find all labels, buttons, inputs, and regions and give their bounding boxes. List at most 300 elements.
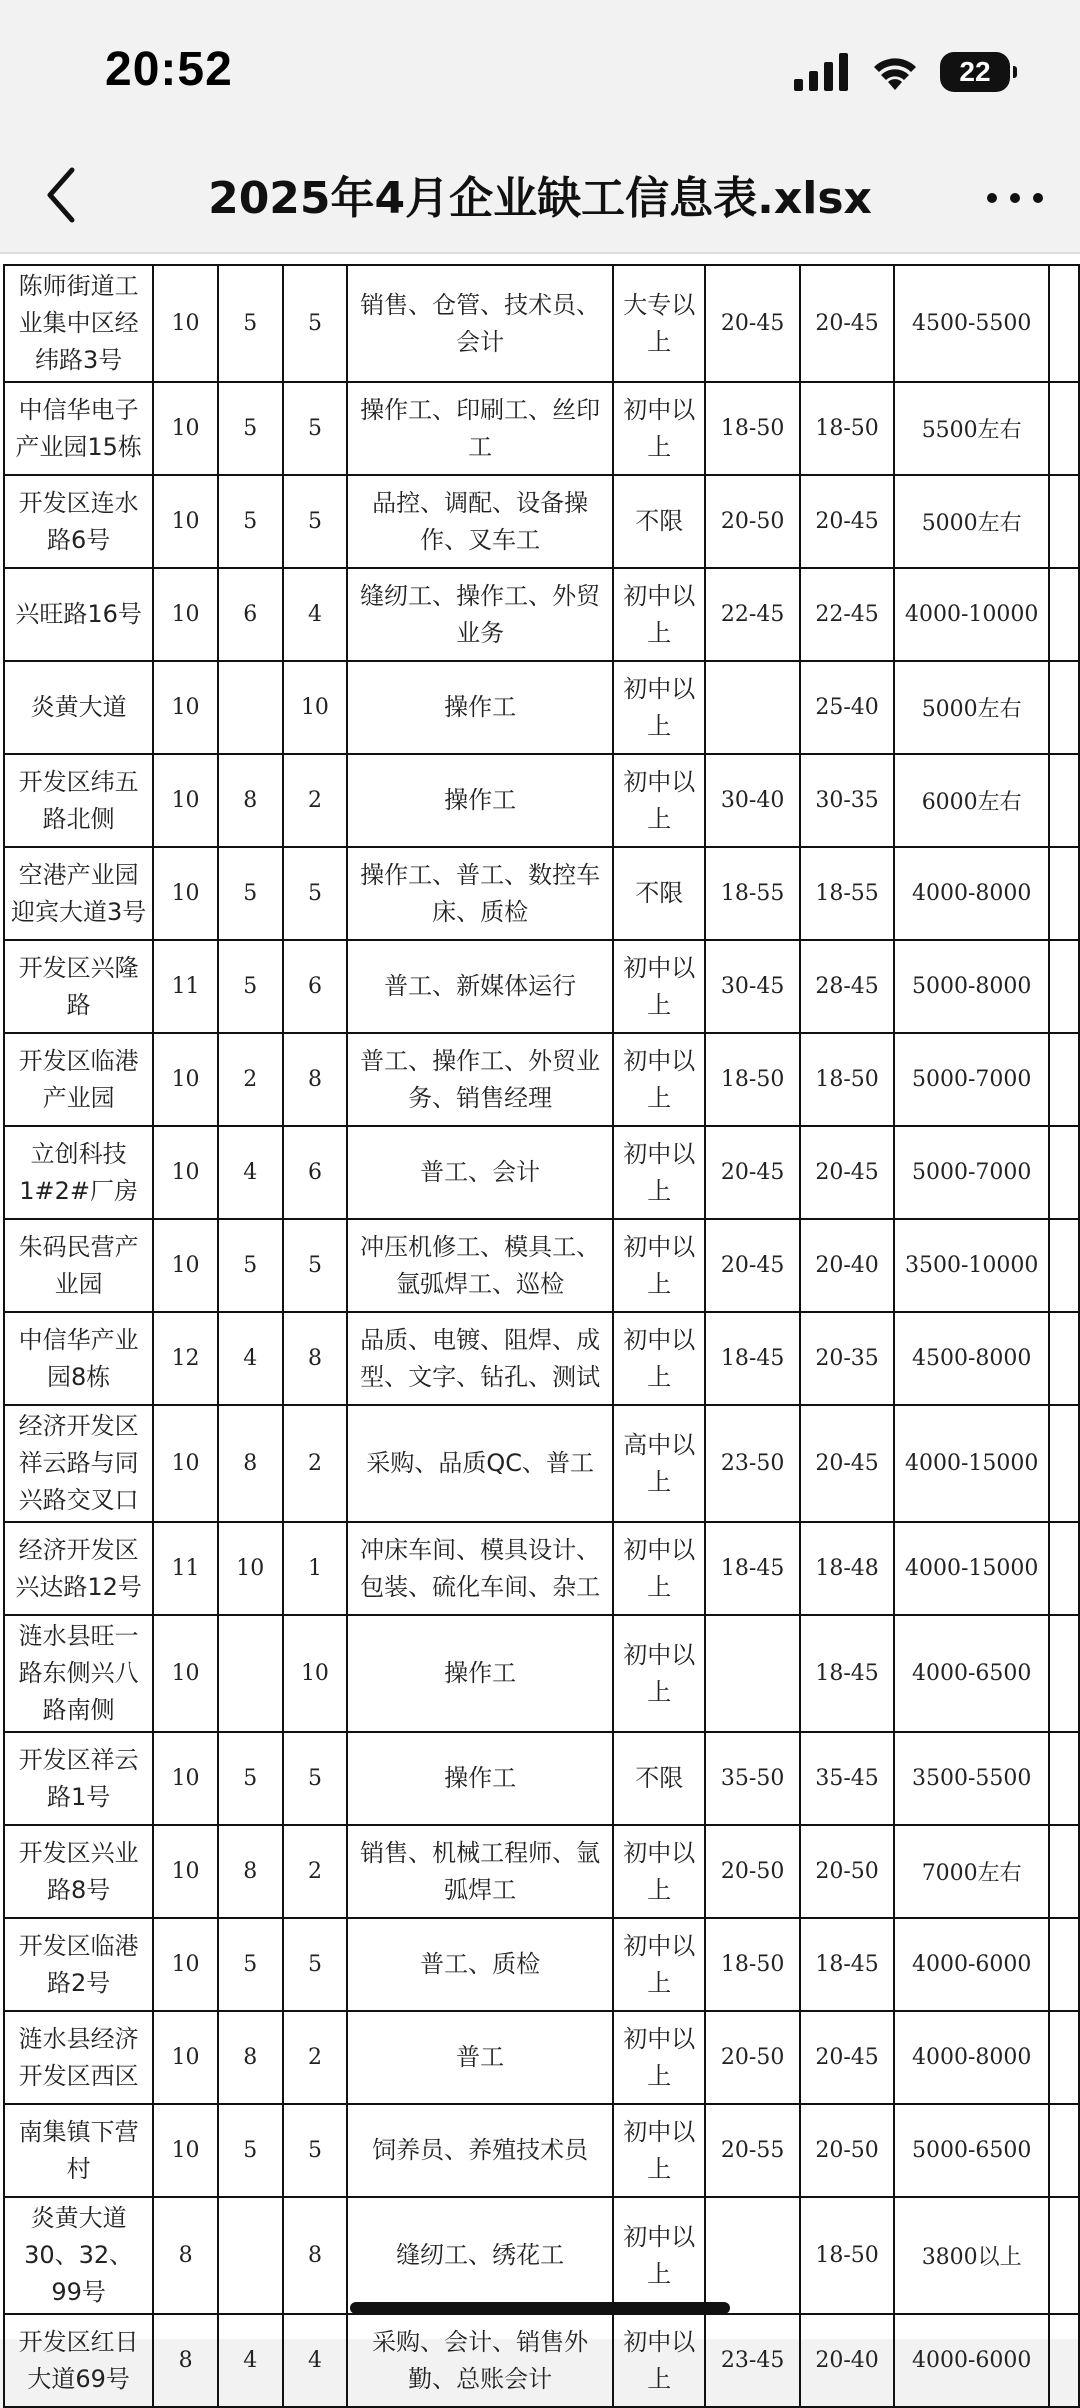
cell-education[interactable] — [613, 1033, 705, 1126]
cell-education[interactable] — [613, 1522, 705, 1615]
cell-age-female[interactable] — [800, 568, 894, 661]
cell-education[interactable] — [613, 265, 705, 382]
cell-salary[interactable] — [894, 2011, 1049, 2104]
cell-text: 1 — [307, 1556, 322, 1581]
cell-total[interactable] — [153, 1126, 218, 1219]
cell-empty[interactable] — [1049, 2104, 1079, 2197]
cell-salary[interactable] — [894, 754, 1049, 847]
cell-positions[interactable] — [347, 847, 613, 940]
cell-positions[interactable] — [347, 382, 613, 475]
cell-total[interactable] — [153, 1405, 218, 1522]
cell-text: 不限 — [635, 879, 684, 907]
cell-address[interactable] — [4, 754, 153, 847]
cell-male[interactable] — [218, 754, 283, 847]
cell-age-female[interactable] — [800, 1732, 894, 1825]
cell-text: 8 — [178, 2348, 193, 2373]
cell-male[interactable] — [218, 2104, 283, 2197]
cell-salary[interactable] — [894, 475, 1049, 568]
cell-age-female[interactable] — [800, 2197, 894, 2314]
cell-female[interactable] — [283, 265, 348, 382]
cell-empty[interactable] — [1049, 1825, 1079, 1918]
cell-male[interactable] — [218, 1126, 283, 1219]
cell-male[interactable] — [218, 1522, 283, 1615]
cell-age-female[interactable] — [800, 2104, 894, 2197]
cell-total[interactable] — [153, 1033, 218, 1126]
cell-age-female[interactable] — [800, 1522, 894, 1615]
cell-address[interactable] — [4, 1033, 153, 1126]
cell-male[interactable] — [218, 265, 283, 382]
cell-age-female[interactable] — [800, 847, 894, 940]
cell-text: 5 — [307, 1766, 322, 1791]
cell-text: 4000-10000 — [904, 602, 1039, 627]
cell-age-male[interactable] — [705, 1615, 799, 1732]
cell-text: 18-50 — [720, 1952, 785, 1977]
cell-empty[interactable] — [1049, 1312, 1079, 1405]
cell-total[interactable] — [153, 2011, 218, 2104]
cell-total[interactable] — [153, 2197, 218, 2314]
cell-text: 18-50 — [815, 2243, 879, 2268]
cell-female[interactable] — [283, 2314, 348, 2407]
cell-age-male[interactable] — [705, 265, 799, 382]
cell-positions[interactable] — [347, 265, 613, 382]
cell-age-female[interactable] — [800, 1615, 894, 1732]
table-row — [4, 1615, 1079, 1732]
cell-empty[interactable] — [1049, 661, 1079, 754]
cell-total[interactable] — [153, 1219, 218, 1312]
cell-salary[interactable] — [894, 1033, 1049, 1126]
cell-age-male[interactable] — [705, 475, 799, 568]
cell-text: 5 — [307, 509, 322, 534]
cell-total[interactable] — [153, 940, 218, 1033]
cell-age-female[interactable] — [800, 1405, 894, 1522]
cell-salary[interactable] — [894, 1732, 1049, 1825]
cell-total[interactable] — [153, 754, 218, 847]
cell-address[interactable] — [4, 1522, 153, 1615]
cell-address[interactable] — [4, 847, 153, 940]
cell-female[interactable] — [283, 2197, 348, 2314]
cell-education[interactable] — [613, 1825, 705, 1918]
cell-education[interactable] — [613, 1615, 705, 1732]
cell-female[interactable] — [283, 661, 348, 754]
cell-male[interactable] — [218, 847, 283, 940]
cell-text: 10 — [171, 1160, 200, 1185]
cell-address[interactable] — [4, 1126, 153, 1219]
cell-education[interactable] — [613, 1126, 705, 1219]
cell-female[interactable] — [283, 1615, 348, 1732]
cell-text: 20-45 — [815, 509, 879, 534]
spreadsheet-view[interactable] — [0, 252, 1080, 2393]
cell-empty[interactable] — [1049, 1918, 1079, 2011]
cell-age-female[interactable] — [800, 475, 894, 568]
cell-address[interactable] — [4, 2314, 153, 2407]
cell-positions[interactable] — [347, 2011, 613, 2104]
cell-text: 空港产业园迎宾大道3号 — [10, 860, 147, 926]
cell-total[interactable] — [153, 2104, 218, 2197]
cell-text: 操作工、普工、数控车床、质检 — [360, 860, 601, 926]
cell-positions[interactable] — [347, 1522, 613, 1615]
cell-text: 4 — [243, 1160, 258, 1185]
cell-age-female[interactable] — [800, 2011, 894, 2104]
cell-female[interactable] — [283, 1219, 348, 1312]
cell-address[interactable] — [4, 475, 153, 568]
document-title: 2025年4月企业缺工信息表.xlsx — [208, 173, 872, 224]
cell-male[interactable] — [218, 1615, 283, 1732]
cell-total[interactable] — [153, 1522, 218, 1615]
home-indicator[interactable] — [350, 2302, 730, 2314]
cell-age-female[interactable] — [800, 2314, 894, 2407]
cell-female[interactable] — [283, 1918, 348, 2011]
cell-salary[interactable] — [894, 1615, 1049, 1732]
cell-address[interactable] — [4, 661, 153, 754]
cell-text: 经济开发区祥云路与同兴路交叉口 — [18, 1412, 139, 1514]
cell-positions[interactable] — [347, 1405, 613, 1522]
cell-male[interactable] — [218, 2314, 283, 2407]
cell-text: 3800以上 — [921, 2245, 1022, 2270]
cell-text: 8 — [243, 1859, 258, 1884]
cell-age-male[interactable] — [705, 2314, 799, 2407]
cell-text: 大专以上 — [623, 290, 696, 356]
cell-age-male[interactable] — [705, 661, 799, 754]
cell-female[interactable] — [283, 754, 348, 847]
cell-address[interactable] — [4, 382, 153, 475]
cell-education[interactable] — [613, 475, 705, 568]
cell-positions[interactable] — [347, 2104, 613, 2197]
cell-text: 5 — [243, 881, 258, 906]
cell-female[interactable] — [283, 1405, 348, 1522]
cell-text: 5 — [307, 1952, 322, 1977]
cell-salary[interactable] — [894, 1405, 1049, 1522]
cell-text: 销售、仓管、技术员、会计 — [360, 290, 601, 356]
cell-age-male[interactable] — [705, 1522, 799, 1615]
cell-male[interactable] — [218, 1732, 283, 1825]
cell-education[interactable] — [613, 940, 705, 1033]
cell-male[interactable] — [218, 2197, 283, 2314]
cell-male[interactable] — [218, 661, 283, 754]
cell-text: 不限 — [635, 507, 684, 535]
cell-female[interactable] — [283, 2104, 348, 2197]
cell-text: 20-50 — [720, 509, 785, 534]
cell-text: 18-55 — [815, 881, 879, 906]
cell-text: 4000-8000 — [911, 881, 1032, 906]
cell-text: 28-45 — [815, 974, 879, 999]
cell-text: 8 — [243, 788, 258, 813]
cell-address[interactable] — [4, 1732, 153, 1825]
cell-empty[interactable] — [1049, 940, 1079, 1033]
cell-address[interactable] — [4, 2011, 153, 2104]
cell-female[interactable] — [283, 1312, 348, 1405]
cell-positions[interactable] — [347, 1615, 613, 1732]
cell-empty[interactable] — [1049, 1732, 1079, 1825]
cell-empty[interactable] — [1049, 1615, 1079, 1732]
cell-empty[interactable] — [1049, 2011, 1079, 2104]
cell-female[interactable] — [283, 2011, 348, 2104]
cell-female[interactable] — [283, 1732, 348, 1825]
cell-text: 8 — [307, 2243, 322, 2268]
cell-text: 普工、操作工、外贸业务、销售经理 — [360, 1046, 601, 1112]
cell-positions[interactable] — [347, 1732, 613, 1825]
cell-male[interactable] — [218, 1405, 283, 1522]
cell-age-female[interactable] — [800, 1825, 894, 1918]
cell-text: 普工、会计 — [420, 1158, 541, 1186]
cell-education[interactable] — [613, 1732, 705, 1825]
cell-age-male[interactable] — [705, 2104, 799, 2197]
cell-age-male[interactable] — [705, 1918, 799, 2011]
cell-text: 6 — [243, 602, 258, 627]
cell-male[interactable] — [218, 1312, 283, 1405]
cell-age-female[interactable] — [800, 1219, 894, 1312]
cell-address[interactable] — [4, 2197, 153, 2314]
cell-female[interactable] — [283, 847, 348, 940]
cell-salary[interactable] — [894, 1312, 1049, 1405]
cell-total[interactable] — [153, 661, 218, 754]
cell-empty[interactable] — [1049, 382, 1079, 475]
cell-education[interactable] — [613, 2314, 705, 2407]
cell-total[interactable] — [153, 1312, 218, 1405]
cell-text: 3500-10000 — [904, 1253, 1039, 1278]
cell-age-male[interactable] — [705, 1405, 799, 1522]
cell-age-male[interactable] — [705, 847, 799, 940]
cell-salary[interactable] — [894, 1219, 1049, 1312]
cell-female[interactable] — [283, 382, 348, 475]
cell-text: 初中以上 — [623, 2327, 696, 2393]
cell-total[interactable] — [153, 1732, 218, 1825]
cell-female[interactable] — [283, 1033, 348, 1126]
cell-female[interactable] — [283, 1126, 348, 1219]
cell-age-male[interactable] — [705, 1126, 799, 1219]
cell-age-female[interactable] — [800, 1126, 894, 1219]
cell-text: 4 — [243, 2348, 258, 2373]
cell-age-male[interactable] — [705, 2197, 799, 2314]
cell-education[interactable] — [613, 1219, 705, 1312]
cell-text: 普工、新媒体运行 — [384, 972, 577, 1000]
cell-salary[interactable] — [894, 382, 1049, 475]
cell-address[interactable] — [4, 1615, 153, 1732]
cell-salary[interactable] — [894, 1126, 1049, 1219]
cell-age-male[interactable] — [705, 1312, 799, 1405]
cell-text: 5000-7000 — [911, 1160, 1032, 1185]
cell-age-male[interactable] — [705, 2011, 799, 2104]
cell-education[interactable] — [613, 1918, 705, 2011]
cell-address[interactable] — [4, 940, 153, 1033]
cell-text: 10 — [171, 1067, 200, 1092]
cell-empty[interactable] — [1049, 754, 1079, 847]
cell-male[interactable] — [218, 1825, 283, 1918]
cell-positions[interactable] — [347, 475, 613, 568]
cell-positions[interactable] — [347, 1033, 613, 1126]
cell-male[interactable] — [218, 1918, 283, 2011]
cell-age-female[interactable] — [800, 940, 894, 1033]
more-options-icon[interactable] — [980, 178, 1050, 218]
cell-age-male[interactable] — [705, 1825, 799, 1918]
cell-age-female[interactable] — [800, 265, 894, 382]
table-row — [4, 1732, 1079, 1825]
cell-total[interactable] — [153, 382, 218, 475]
cell-total[interactable] — [153, 265, 218, 382]
cell-age-female[interactable] — [800, 661, 894, 754]
cell-empty[interactable] — [1049, 1405, 1079, 1522]
cell-text: 18-50 — [815, 1067, 879, 1092]
cell-total[interactable] — [153, 475, 218, 568]
cell-empty[interactable] — [1049, 265, 1079, 382]
cell-text: 开发区祥云路1号 — [18, 1745, 139, 1811]
cell-positions[interactable] — [347, 1825, 613, 1918]
cell-positions[interactable] — [347, 754, 613, 847]
cell-text: 4500-5500 — [911, 311, 1032, 336]
cell-salary[interactable] — [894, 265, 1049, 382]
cell-age-male[interactable] — [705, 1732, 799, 1825]
cell-address[interactable] — [4, 1312, 153, 1405]
cell-text: 初中以上 — [623, 1640, 696, 1706]
cell-age-female[interactable] — [800, 382, 894, 475]
cell-text: 初中以上 — [623, 2117, 696, 2183]
cell-salary[interactable] — [894, 2197, 1049, 2314]
cell-education[interactable] — [613, 2011, 705, 2104]
cell-text: 朱码民营产业园 — [18, 1232, 139, 1298]
cell-empty[interactable] — [1049, 1219, 1079, 1312]
cell-female[interactable] — [283, 1522, 348, 1615]
cell-female[interactable] — [283, 475, 348, 568]
cell-age-female[interactable] — [800, 1033, 894, 1126]
cell-education[interactable] — [613, 847, 705, 940]
cell-text: 4 — [307, 2348, 322, 2373]
cell-text: 开发区兴业路8号 — [18, 1838, 139, 1904]
cell-text: 10 — [171, 881, 200, 906]
cell-salary[interactable] — [894, 1522, 1049, 1615]
cell-positions[interactable] — [347, 1219, 613, 1312]
cell-male[interactable] — [218, 1219, 283, 1312]
cell-age-male[interactable] — [705, 382, 799, 475]
cell-salary[interactable] — [894, 940, 1049, 1033]
cell-positions[interactable] — [347, 940, 613, 1033]
cell-education[interactable] — [613, 568, 705, 661]
cell-age-female[interactable] — [800, 1918, 894, 2011]
cell-age-female[interactable] — [800, 1312, 894, 1405]
cell-education[interactable] — [613, 382, 705, 475]
cell-text: 20-40 — [815, 1253, 879, 1278]
cell-age-male[interactable] — [705, 1033, 799, 1126]
cell-salary[interactable] — [894, 1918, 1049, 2011]
cell-empty[interactable] — [1049, 475, 1079, 568]
cell-text: 8 — [307, 1067, 322, 1092]
cell-salary[interactable] — [894, 661, 1049, 754]
cell-positions[interactable] — [347, 2314, 613, 2407]
cell-text: 4500-8000 — [911, 1346, 1032, 1371]
cell-text: 开发区连水路6号 — [18, 488, 139, 554]
cell-education[interactable] — [613, 2197, 705, 2314]
cell-empty[interactable] — [1049, 2197, 1079, 2314]
cell-total[interactable] — [153, 2314, 218, 2407]
wifi-icon — [872, 54, 918, 90]
cell-positions[interactable] — [347, 661, 613, 754]
cell-text: 18-50 — [720, 1067, 785, 1092]
cell-text: 初中以上 — [623, 1838, 696, 1904]
cell-education[interactable] — [613, 1312, 705, 1405]
cell-male[interactable] — [218, 382, 283, 475]
cell-text: 兴旺路16号 — [15, 600, 142, 628]
cell-salary[interactable] — [894, 2104, 1049, 2197]
cell-age-male[interactable] — [705, 754, 799, 847]
cell-address[interactable] — [4, 1918, 153, 2011]
cell-text: 5 — [243, 2138, 258, 2163]
cell-address[interactable] — [4, 2104, 153, 2197]
cell-text: 6 — [307, 974, 322, 999]
cell-text: 2 — [243, 1067, 258, 1092]
cell-total[interactable] — [153, 1615, 218, 1732]
cell-female[interactable] — [283, 940, 348, 1033]
cell-address[interactable] — [4, 1219, 153, 1312]
cell-female[interactable] — [283, 1825, 348, 1918]
cell-address[interactable] — [4, 1405, 153, 1522]
cell-text: 炎黄大道30、32、99号 — [24, 2204, 134, 2306]
table-row — [4, 2314, 1079, 2407]
cell-salary[interactable] — [894, 568, 1049, 661]
cell-text: 5 — [243, 1766, 258, 1791]
cell-education[interactable] — [613, 661, 705, 754]
cell-text: 4000-15000 — [904, 1451, 1039, 1476]
table-row — [4, 382, 1079, 475]
cell-male[interactable] — [218, 940, 283, 1033]
cell-total[interactable] — [153, 847, 218, 940]
cell-empty[interactable] — [1049, 568, 1079, 661]
status-icons — [794, 52, 1010, 92]
cell-empty[interactable] — [1049, 2314, 1079, 2407]
cell-positions[interactable] — [347, 1918, 613, 2011]
cell-positions[interactable] — [347, 568, 613, 661]
cell-male[interactable] — [218, 568, 283, 661]
cell-age-male[interactable] — [705, 568, 799, 661]
cell-total[interactable] — [153, 1825, 218, 1918]
cell-address[interactable] — [4, 265, 153, 382]
cell-text: 初中以上 — [623, 2024, 696, 2090]
cell-address[interactable] — [4, 1825, 153, 1918]
cell-total[interactable] — [153, 1918, 218, 2011]
cell-age-male[interactable] — [705, 940, 799, 1033]
cell-empty[interactable] — [1049, 1033, 1079, 1126]
cell-text: 开发区临港产业园 — [18, 1046, 139, 1112]
cell-age-male[interactable] — [705, 1219, 799, 1312]
cell-empty[interactable] — [1049, 1126, 1079, 1219]
cell-text: 6 — [307, 1160, 322, 1185]
cell-text: 22-45 — [815, 602, 879, 627]
cell-positions[interactable] — [347, 1126, 613, 1219]
cell-education[interactable] — [613, 754, 705, 847]
cell-education[interactable] — [613, 1405, 705, 1522]
spreadsheet-table — [3, 264, 1080, 2408]
cell-positions[interactable] — [347, 1312, 613, 1405]
table-row — [4, 1825, 1079, 1918]
cell-salary[interactable] — [894, 1825, 1049, 1918]
cell-text: 初中以上 — [623, 395, 696, 461]
cell-empty[interactable] — [1049, 1522, 1079, 1615]
cell-education[interactable] — [613, 2104, 705, 2197]
cell-text: 冲床车间、模具设计、包装、硫化车间、杂工 — [360, 1535, 601, 1601]
cell-male[interactable] — [218, 475, 283, 568]
cell-male[interactable] — [218, 2011, 283, 2104]
cell-empty[interactable] — [1049, 847, 1079, 940]
cell-positions[interactable] — [347, 2197, 613, 2314]
cell-male[interactable] — [218, 1033, 283, 1126]
cell-total[interactable] — [153, 568, 218, 661]
cell-salary[interactable] — [894, 2314, 1049, 2407]
cell-salary[interactable] — [894, 847, 1049, 940]
back-icon[interactable] — [38, 160, 88, 230]
table-row — [4, 2104, 1079, 2197]
cell-address[interactable] — [4, 568, 153, 661]
cell-age-female[interactable] — [800, 754, 894, 847]
cell-female[interactable] — [283, 568, 348, 661]
cell-text: 5 — [243, 416, 258, 441]
nav-bar — [0, 140, 1080, 252]
